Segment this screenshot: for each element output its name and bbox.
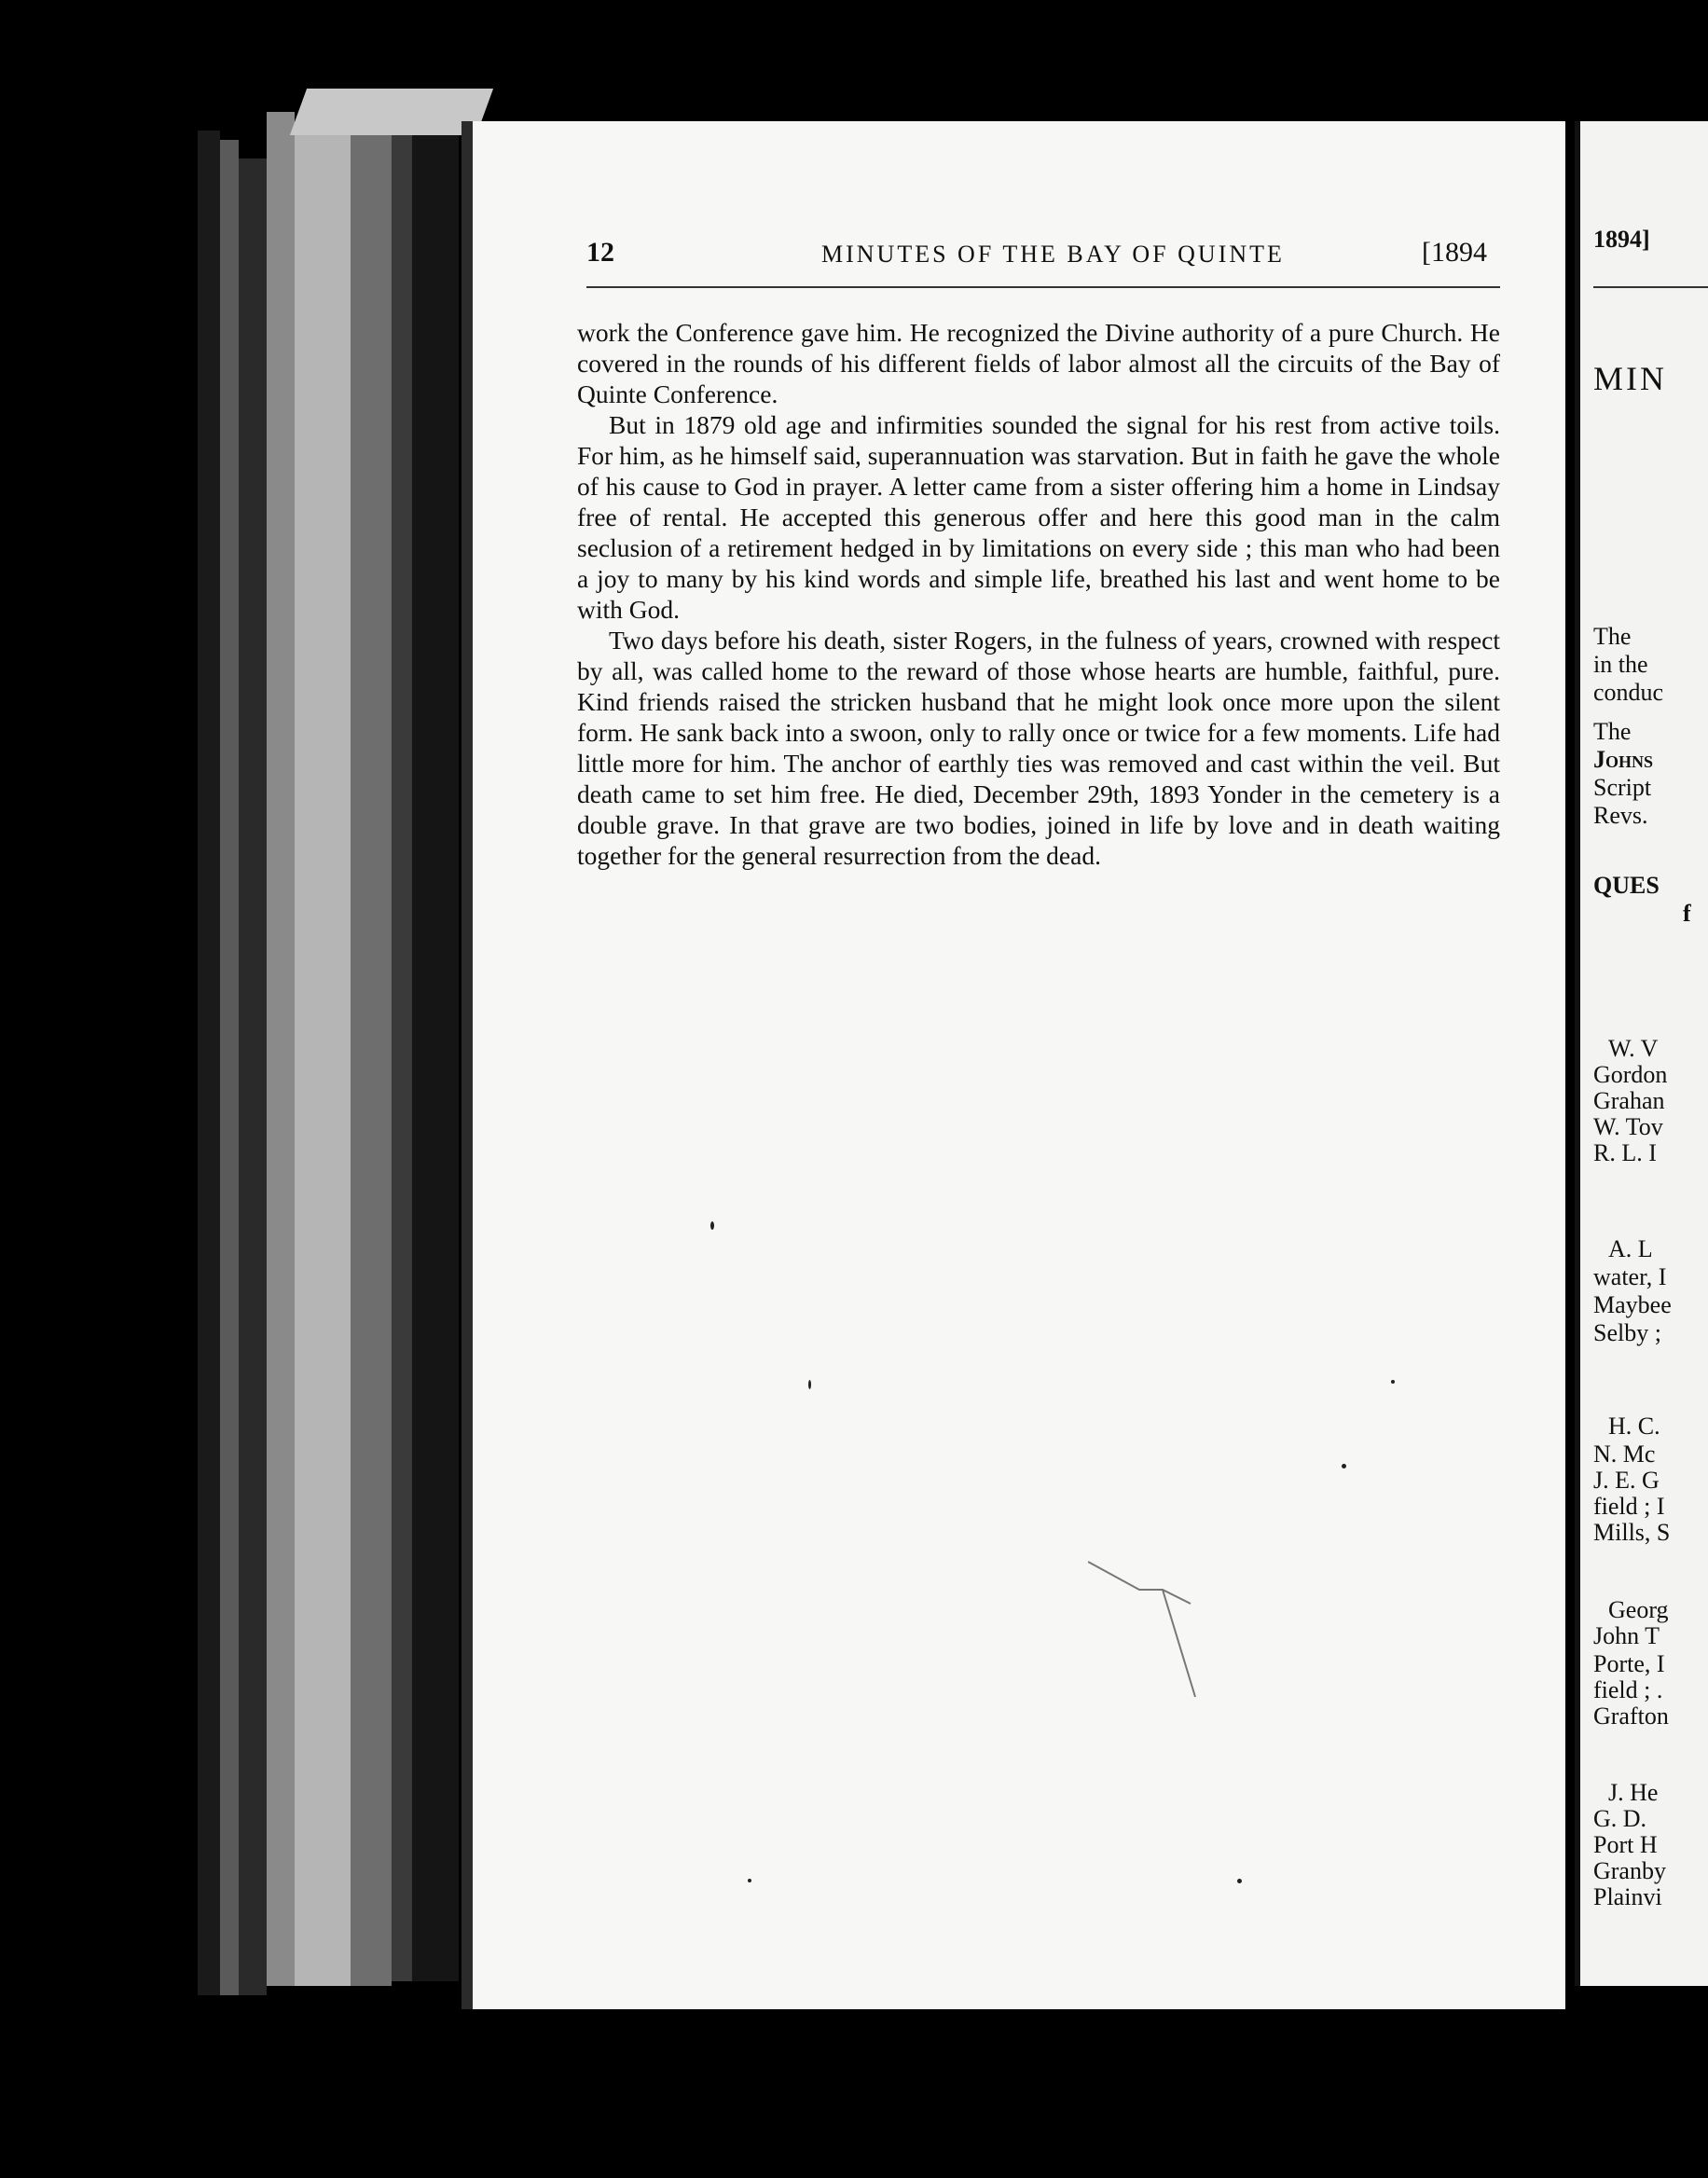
next-page-line: Granby [1593,1857,1666,1884]
next-page-line: Selby ; [1593,1319,1661,1346]
next-page-line: QUES [1593,872,1660,899]
next-page-line: Plainvi [1593,1883,1662,1910]
header-rule [1593,286,1708,288]
book-edge [239,159,267,1995]
next-page-line: John T [1593,1622,1660,1649]
next-page-line: R. L. I [1593,1139,1657,1166]
next-page-line: H. C. [1608,1413,1660,1440]
scan-speck [748,1879,751,1882]
next-page-line: Grahan [1593,1087,1665,1114]
running-head: MINUTES OF THE BAY OF QUINTE [821,241,1285,268]
next-page-line: Script [1593,774,1652,801]
paragraph: work the Conference gave him. He recognized the Divine authority of a pure Church. He covered in the rounds of his different fields of labor almost all the circuits of the Bay of Quinte Conference. [577,318,1500,408]
page-header [586,237,1500,282]
next-page-line: Mills, S [1593,1519,1671,1546]
next-page-line: N. Mc [1593,1441,1656,1468]
book-edge [351,121,392,1986]
next-page-line: The [1593,718,1632,745]
next-page-line: Johns [1593,746,1654,773]
next-page-line: conduc [1593,679,1664,706]
next-page-line: J. E. G [1593,1467,1660,1494]
book-edge [267,112,295,1986]
scan-scratch [1088,1557,1200,1706]
next-page-line: W. V [1608,1035,1659,1062]
header-rule [586,286,1500,288]
scan-speck [1237,1879,1242,1883]
next-page-year: 1894] [1593,226,1650,253]
book-edge [198,131,220,1995]
next-page-line: Port H [1593,1831,1658,1858]
next-page-line: A. L [1608,1235,1653,1262]
next-page-line: field ; . [1593,1676,1663,1703]
next-page-line: f [1683,900,1691,927]
year-tag: [1894 [1422,237,1487,268]
next-page-line: Gordon [1593,1061,1668,1088]
next-page-line: Porte, I [1593,1650,1665,1677]
next-page-line: Grafton [1593,1702,1669,1730]
scan-speck [1342,1464,1346,1468]
next-page-line: The [1593,623,1632,650]
next-page-line: G. D. [1593,1805,1647,1832]
book-edge [412,117,459,1981]
next-page-line: Maybee [1593,1291,1672,1318]
next-page-line: water, I [1593,1263,1667,1290]
page-number: 12 [586,237,614,268]
paragraph: Two days before his death, sister Rogers, in the fulness of years, crowned with respect by all, was called home to the reward of those whose hearts are humble, faithful, pure. Kind friends raised the stricken husband that he might look once more upon the silent form. He sank back into a swoon, only to rally once or twice for a few moments. Life had little more for him. The anchor of earthly ties was removed and cast within the veil. But death came to set him free. He died, December 29th, 1893 Yonder in the cemetery is a double grave. In that grave are two bodies, joined in life by love and in death waiting together for the general resurrection from the dead. [577,626,1500,870]
body-text [577,317,1500,871]
scan-speck [1391,1380,1395,1384]
next-page-line: W. Tov [1593,1113,1663,1140]
paragraph: But in 1879 old age and infirmities sounded the signal for his rest from active toils. For him, as he himself said, superannuation was starvation. But in faith he gave the whole of his cause to God in prayer. A letter came from a sister offering him a home in Lindsay free of rental. He accepted this generous offer and here this good man in the calm seclusion of a retirement hedged in by limitations on every side ; this man who had been a joy to many by his kind words and simple life, breathed his last and went home to be with God. [577,410,1500,624]
scan-speck [808,1380,811,1389]
scan-speck [710,1221,714,1230]
next-page-line: J. He [1608,1779,1659,1806]
next-page-line: field ; I [1593,1493,1665,1520]
book-edge [392,126,412,1981]
next-page-title: MIN [1593,360,1667,397]
next-page-line: Georg [1608,1596,1669,1623]
right-page-fragment [1575,121,1708,1986]
left-page [461,121,1565,2009]
next-page-line: Revs. [1593,802,1648,829]
next-page-line: in the [1593,651,1648,678]
book-edge [220,140,239,1995]
book-edge [295,131,351,1986]
